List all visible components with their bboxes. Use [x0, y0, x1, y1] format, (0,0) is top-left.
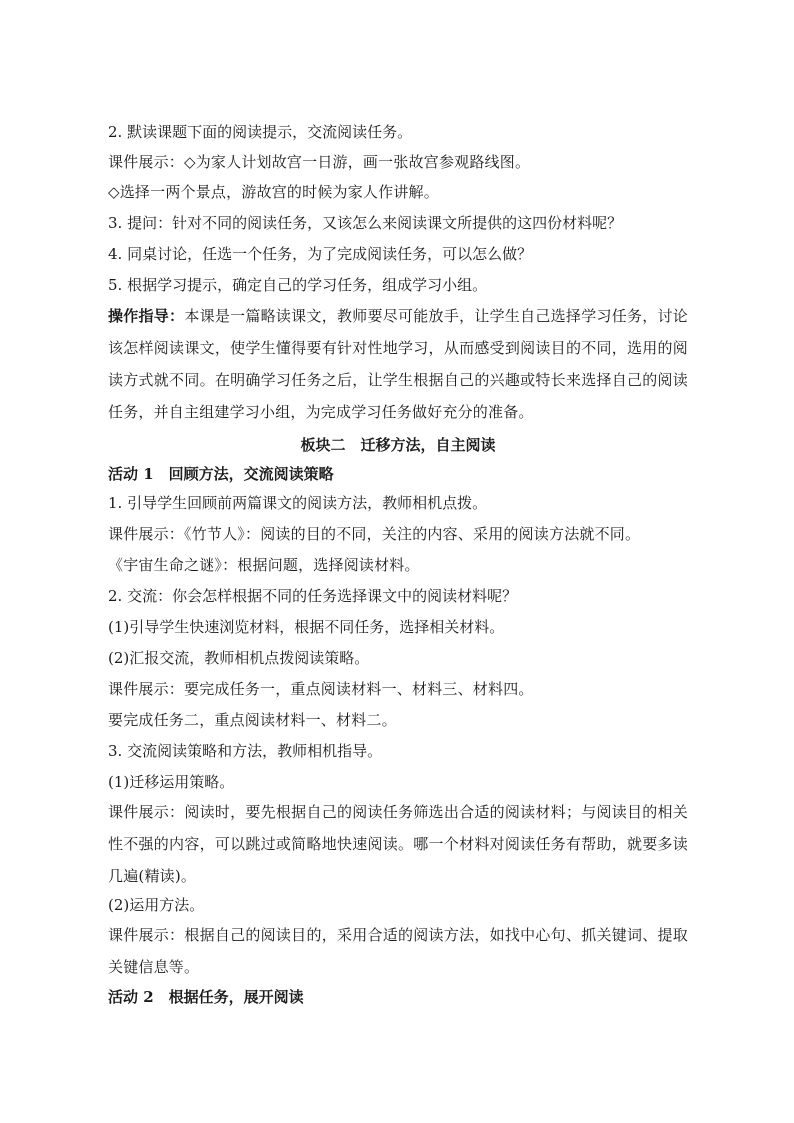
courseware-display-5: 课件展示：要完成任务一，重点阅读材料一、材料三、材料四。: [108, 680, 534, 698]
courseware-display-6: 要完成任务二，重点阅读材料一、材料二。: [108, 711, 397, 729]
courseware-display-8: 课件展示：根据自己的阅读目的，采用合适的阅读方法，如找中心句、抓关键词、提取关键信息等。: [108, 926, 688, 976]
courseware-display-4: 《宇宙生命之谜》：根据问题，选择阅读材料。: [108, 556, 420, 574]
courseware-display-7: 课件展示：阅读时，要先根据自己的阅读任务筛选出合适的阅读材料；与阅读目的相关性不强的内容，可以跳过或简略地快速阅读。哪一个材料对阅读任务有帮助，就要多读几遍(精读)。: [108, 803, 688, 885]
operation-guide-label: 操作指导：: [108, 307, 185, 325]
courseware-display-3: 课件展示：《竹节人》：阅读的目的不同，关注的内容、采用的阅读方法就不同。: [108, 525, 641, 543]
operation-guide: [108, 300, 688, 428]
courseware-display-1: 课件展示：◇为家人计划故宫一日游，画一张故宫参观路线图。: [108, 153, 531, 171]
step-3-text: 3. 提问：针对不同的阅读任务，又该怎么来阅读课文所提供的这四份材料呢？: [108, 214, 623, 232]
courseware-display-2: ◇选择一两个景点，游故宫的时候为家人作讲解。: [108, 183, 439, 201]
section-title: 板块二 迁移方法，自主阅读: [300, 436, 496, 454]
activity-1-step-2: 2. 交流：你会怎样根据不同的任务选择课文中的阅读材料呢？: [108, 587, 518, 605]
sub-step-4: (2)运用方法。: [108, 896, 205, 914]
sub-step-2: (2)汇报交流，教师相机点拨阅读策略。: [108, 649, 370, 667]
step-4-text: 4. 同桌讨论，任选一个任务，为了完成阅读任务，可以怎么做？: [108, 245, 533, 263]
activity-1-heading: 活动 1 回顾方法，交流阅读策略: [108, 465, 334, 483]
activity-2-heading: 活动 2 根据任务，展开阅读: [108, 988, 304, 1006]
step-5-text: 5. 根据学习提示，确定自己的学习任务，组成学习小组。: [108, 276, 488, 294]
step-2-text: 2. 默读课题下面的阅读提示，交流阅读任务。: [108, 123, 413, 141]
operation-guide-text: 本课是一篇略读课文，教师要尽可能放手，让学生自己选择学习任务，讨论该怎样阅读课文，使学生懂得要有针对性地学习，从而感受到阅读目的不同，选用的阅读方式就不同。在明确学习任务之后，让学生根据自己的兴趣或特长来选择自己的阅读任务，并自主组建学习小组，为完成学习任务做好充分的准备。: [108, 307, 688, 421]
sub-step-3: (1)迁移运用策略。: [108, 773, 235, 791]
sub-step-1: (1)引导学生快速浏览材料，根据不同任务，选择相关材料。: [108, 618, 505, 636]
activity-1-step-1: 1. 引导学生回顾前两篇课文的阅读方法，教师相机点拨。: [108, 494, 488, 512]
activity-1-step-3: 3. 交流阅读策略和方法，教师相机指导。: [108, 742, 383, 760]
